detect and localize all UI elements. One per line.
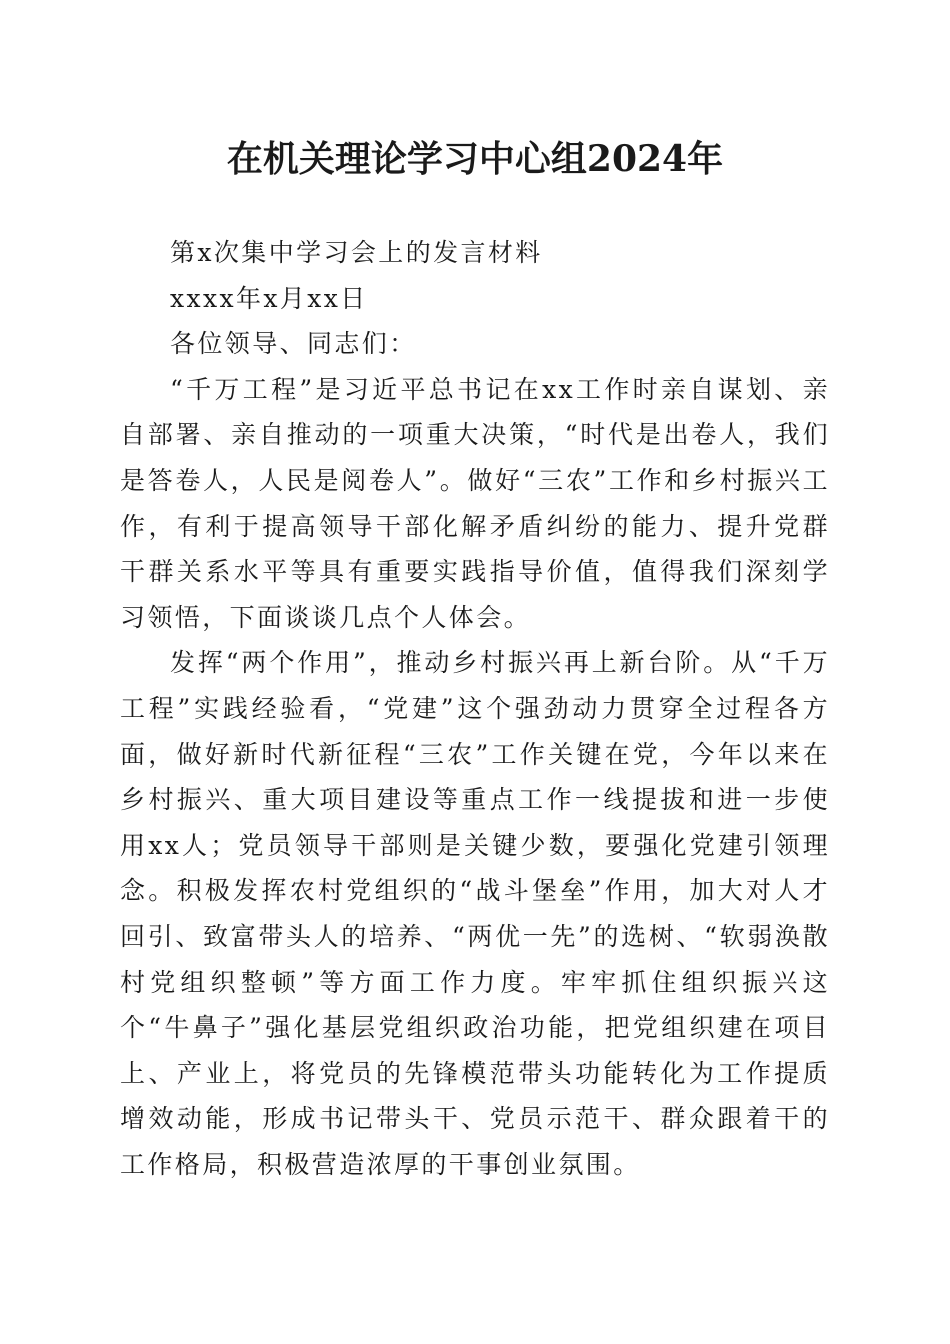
paragraph-2: 发挥“两个作用”，推动乡村振兴再上新台阶。从“千万工程”实践经验看，“党建”这个强劲动力贯穿全过程各方面，做好新时代新征程“三农”工作关键在党，今年以来在乡村振兴、重大项目建设等重点工作一线提拔和进一步使用xx人；党员领导干部则是关键少数，要强化党建引领理念。积极发挥农村党组织的“战斗堡垒”作用，加大对人才回引、致富带头人的培养、“两优一先”的选树、“软弱涣散村党组织整顿”等方面工作力度。牢牢抓住组织振兴这个“牛鼻子”强化基层党组织政治功能，把党组织建在项目上、产业上，将党员的先锋模范带头功能转化为工作提质增效动能，形成书记带头干、党员示范干、群众跟着干的工作格局，积极营造浓厚的干事创业氛围。 bbox=[120, 648, 830, 1179]
paragraph-1: “千万工程”是习近平总书记在xx工作时亲自谋划、亲自部署、亲自推动的一项重大决策，“时代是出卷人，我们是答卷人，人民是阅卷人”。做好“三农”工作和乡村振兴工作，有利于提高领导干部化解矛盾纠纷的能力、提升党群干群关系水平等具有重要实践指导价值，值得我们深刻学习领悟，下面谈谈几点个人体会。 bbox=[120, 374, 830, 632]
subtitle-line: 第x次集中学习会上的发言材料 bbox=[170, 238, 543, 267]
salutation-line: 各位领导、同志们： bbox=[170, 329, 417, 359]
date-line: xxxx年x月xx日 bbox=[170, 283, 368, 313]
document-body bbox=[120, 230, 830, 1187]
document-title: 在机关理论学习中心组2024年 bbox=[226, 138, 724, 180]
